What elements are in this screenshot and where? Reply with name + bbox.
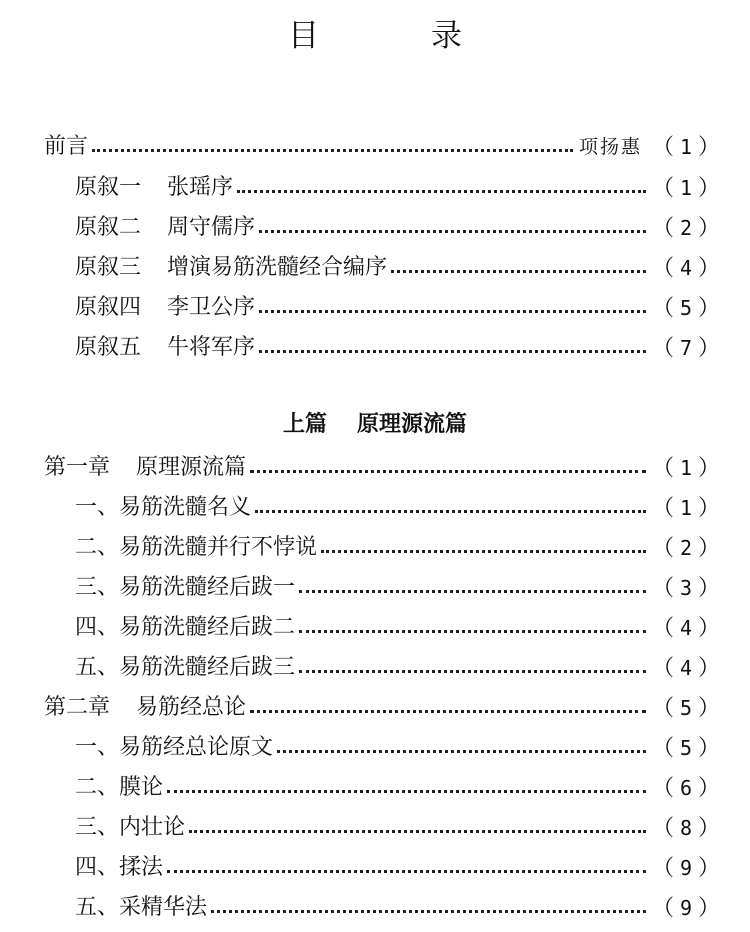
page-number: （ 7 ） [651,335,720,361]
dot-leader [250,470,646,473]
dot-leader [299,630,646,633]
dot-leader [321,550,646,553]
entry-label: 四、揉法 [75,855,164,880]
entry-label: 一、易筋洗髓名义 [75,495,252,520]
toc-entry[interactable] [75,813,720,843]
toc-entry[interactable] [75,333,720,363]
dot-leader [299,670,646,673]
entry-label: 四、易筋洗髓经后跋二 [75,615,296,640]
page-number: （ 9 ） [651,855,720,881]
toc-entry[interactable] [75,573,720,603]
toc-entry[interactable] [75,853,720,883]
page-number: （ 1 ） [651,175,720,201]
page-number: （ 5 ） [651,735,720,761]
section-heading: 上篇 原理源流篇 [282,412,468,437]
toc-entry[interactable] [75,773,720,803]
page-number: （ 3 ） [651,575,720,601]
page-number: （ 5 ） [651,695,720,721]
toc-entry[interactable] [75,733,720,763]
dot-leader [255,510,646,513]
entry-label: 二、膜论 [75,775,164,800]
toc-entry[interactable] [75,493,720,523]
entry-author: 项扬惠 [578,136,642,158]
entry-label: 五、易筋洗髓经后跋三 [75,655,296,680]
page-number: （ 9 ） [651,895,720,921]
page-number: （ 5 ） [651,295,720,321]
toc-entry[interactable] [75,253,720,283]
toc-entry[interactable] [75,653,720,683]
dot-leader [259,230,646,233]
dot-leader [211,910,646,913]
toc-entry-preface[interactable] [44,132,720,162]
entry-label: 原叙二 周守儒序 [75,215,256,240]
entry-label: 第一章 原理源流篇 [44,455,247,480]
toc-entry-chapter[interactable] [44,453,720,483]
dot-leader [167,790,646,793]
page-number: （ 4 ） [651,655,720,681]
entry-label: 二、易筋洗髓并行不悖说 [75,535,318,560]
title-char-2: 录 [431,18,462,54]
toc-entry[interactable] [75,613,720,643]
entry-label: 五、采精华法 [75,895,208,920]
page-number: （ 1 ） [651,455,720,481]
dot-leader [92,149,573,152]
dot-leader [277,750,646,753]
toc-entry-chapter[interactable] [44,693,720,723]
page-number: （ 1 ） [651,495,720,521]
entry-label: 三、内壮论 [75,815,186,840]
entry-label: 前言 [44,134,89,159]
page-number: （ 6 ） [651,775,720,801]
toc-entry[interactable] [75,533,720,563]
toc-entry[interactable] [75,293,720,323]
dot-leader [259,350,646,353]
entry-label: 第二章 易筋经总论 [44,695,247,720]
page-title [0,10,750,55]
entry-label: 原叙五 牛将军序 [75,335,256,360]
dot-leader [259,310,646,313]
entry-label: 原叙一 张瑶序 [75,175,234,200]
dot-leader [167,870,646,873]
entry-label: 原叙三 增演易筋洗髓经合编序 [75,255,388,280]
entry-label: 三、易筋洗髓经后跋一 [75,575,296,600]
toc-entry[interactable] [75,173,720,203]
page-number: （ 2 ） [651,535,720,561]
dot-leader [391,270,646,273]
page-number: （ 1 ） [651,134,720,160]
toc-entry[interactable] [75,213,720,243]
dot-leader [299,590,646,593]
toc-entry[interactable] [75,893,720,923]
dot-leader [189,830,646,833]
page-number: （ 4 ） [651,255,720,281]
page-number: （ 2 ） [651,215,720,241]
dot-leader [250,710,646,713]
entry-label: 原叙四 李卫公序 [75,295,256,320]
dot-leader [237,190,646,193]
page-number: （ 8 ） [651,815,720,841]
entry-label: 一、易筋经总论原文 [75,735,274,760]
page-number: （ 4 ） [651,615,720,641]
title-char-1: 目 [288,18,319,54]
